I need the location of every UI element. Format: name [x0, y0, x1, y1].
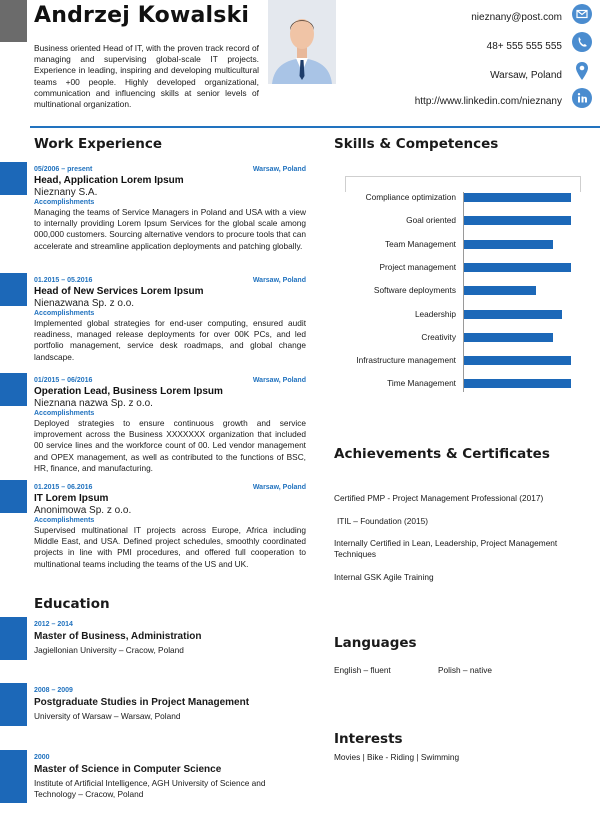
- language-item: Polish – native: [438, 665, 492, 675]
- skill-track: [464, 286, 571, 295]
- education-institution: Jagiellonian University – Cracow, Poland: [34, 645, 184, 655]
- contact-email[interactable]: nieznany@post.com: [471, 12, 562, 23]
- education-date: 2008 – 2009: [34, 687, 73, 694]
- skill-row: [345, 309, 581, 321]
- skill-label: Time Management: [387, 378, 456, 389]
- email-icon: [572, 4, 592, 24]
- skill-label: Team Management: [384, 238, 456, 249]
- chart-frame: [345, 176, 581, 192]
- job-entry: [34, 484, 306, 570]
- education-marker: [0, 683, 27, 726]
- skill-track: [464, 240, 571, 249]
- job-date: 01.2015 – 06.2016: [34, 484, 93, 491]
- skill-track: [464, 310, 571, 319]
- skill-row: [345, 215, 581, 227]
- skill-label: Leadership: [414, 308, 456, 319]
- job-description: Implemented global strategies for end-user computing, ensured audit readiness, managed release deployments for over 00K PCs, and led portfolio management, service desk roadmaps, and global change landscape.: [34, 318, 306, 362]
- achievement-item: Internally Certified in Lean, Leadership, Project Management Techniques: [334, 538, 558, 559]
- skill-label: Creativity: [421, 331, 456, 342]
- education-institution: University of Warsaw – Warsaw, Poland: [34, 711, 181, 721]
- skill-bar: [464, 263, 571, 272]
- section-title-skills: Skills & Competences: [334, 136, 499, 152]
- skill-bar: [464, 333, 553, 342]
- job-description: Supervised multinational IT projects across Europe, Africa including Middle East, and USA. Defined project schedules, smoothly coordinated projects in line with PMI procedures, and offered full cooperation to multinational teams including the teams of the US and UK.: [34, 525, 306, 569]
- education-marker: [0, 617, 27, 660]
- job-date: 05/2006 – present: [34, 166, 93, 173]
- contact-location: Warsaw, Poland: [490, 70, 562, 81]
- language-item: English – fluent: [334, 665, 391, 675]
- job-company: Nieznany S.A.: [34, 187, 98, 198]
- accomplishments-label: Accomplishments: [34, 410, 95, 417]
- section-title-education: Education: [34, 596, 110, 612]
- skill-label: Goal oriented: [406, 215, 456, 226]
- job-location: Warsaw, Poland: [252, 277, 306, 284]
- skill-row: [345, 355, 581, 367]
- achievement-item: Internal GSK Agile Training: [334, 572, 434, 582]
- education-date: 2012 – 2014: [34, 621, 73, 628]
- job-description: Deployed strategies to ensure continuous growth and service improvement across the Business XXXXXXX organization that included 00 service lines and the workforce count of 00. Led vendor management and OPEX management, as well as contributed to the functions of BSC, HR, finance, and manufacturing.: [34, 418, 306, 473]
- job-date: 01/2015 – 06/2016: [34, 377, 93, 384]
- job-entry: [34, 166, 306, 252]
- skill-bar: [464, 240, 553, 249]
- job-entry: [34, 377, 306, 474]
- skill-row: [345, 239, 581, 251]
- profile-photo: [268, 0, 336, 84]
- skill-label: Project management: [379, 261, 456, 272]
- skill-row: [345, 285, 581, 297]
- skill-label: Infrastructure management: [356, 355, 456, 366]
- job-description: Managing the teams of Service Managers in Poland and USA with a view to internally providing Lorem Ipsum Services for the global scale among 000,000 customers. Sourcing alternative vendors to procure tools that can accelerate and streamline application deployments and patching globally.: [34, 207, 306, 251]
- job-marker: [0, 273, 27, 306]
- skill-bar: [464, 193, 571, 202]
- job-location: Warsaw, Poland: [252, 377, 306, 384]
- education-entry: [34, 754, 306, 800]
- job-location: Warsaw, Poland: [252, 484, 306, 491]
- achievement-item: Certified PMP - Project Management Professional (2017): [334, 493, 544, 503]
- education-institution: Institute of Artificial Intelligence, AGH University of Science and Technology – Cracow, Poland: [34, 778, 266, 799]
- education-marker: [0, 750, 27, 803]
- skill-bar: [464, 379, 571, 388]
- job-title: Operation Lead, Business Lorem Ipsum: [34, 386, 223, 397]
- skill-label: Compliance optimization: [365, 192, 456, 202]
- job-location: Warsaw, Poland: [252, 166, 306, 173]
- job-marker: [0, 480, 27, 513]
- education-date: 2000: [34, 754, 50, 761]
- education-degree: Master of Science in Computer Science: [34, 764, 222, 775]
- job-entry: [34, 277, 306, 363]
- skill-bar: [464, 310, 562, 319]
- skill-track: [464, 333, 571, 342]
- job-title: Head, Application Lorem Ipsum: [34, 175, 184, 186]
- skill-bar: [464, 356, 571, 365]
- accomplishments-label: Accomplishments: [34, 199, 95, 206]
- job-title: Head of New Services Lorem Ipsum: [34, 286, 204, 297]
- achievement-item: ITIL – Foundation (2015): [337, 516, 429, 526]
- skill-track: [464, 379, 571, 388]
- phone-icon: [572, 32, 592, 52]
- header-divider: [30, 126, 600, 128]
- skill-row: [345, 262, 581, 274]
- skill-row: [345, 192, 581, 204]
- accomplishments-label: Accomplishments: [34, 517, 95, 524]
- skill-track: [464, 193, 571, 202]
- education-entry: [34, 621, 306, 656]
- education-degree: Master of Business, Administration: [34, 631, 202, 642]
- job-company: Nieznana nazwa Sp. z o.o.: [34, 398, 153, 409]
- section-title-languages: Languages: [334, 635, 417, 651]
- linkedin-icon: [572, 88, 592, 108]
- profile-summary: Business oriented Head of IT, with the proven track record of managing and supervising global-scale IT projects. Experience in leading, inspiring and developing multicultural teams +00 people. Highly developed organizational, communication and influencing skills at senior levels of multinational organization.: [34, 43, 259, 110]
- skill-label: Software deployments: [373, 285, 456, 296]
- contact-linkedin[interactable]: http://www.linkedin.com/nieznany: [414, 96, 562, 107]
- skill-track: [464, 263, 571, 272]
- job-company: Nienazwana Sp. z o.o.: [34, 298, 135, 309]
- skill-row: [345, 378, 581, 390]
- skill-bar: [464, 216, 571, 225]
- location-pin-icon: [572, 61, 592, 81]
- header-accent-bar: [0, 0, 27, 42]
- job-date: 01.2015 – 05.2016: [34, 277, 93, 284]
- contact-phone[interactable]: 48+ 555 555 555: [486, 41, 562, 52]
- education-degree: Postgraduate Studies in Project Management: [34, 697, 250, 708]
- accomplishments-label: Accomplishments: [34, 310, 95, 317]
- job-title: IT Lorem Ipsum: [34, 493, 109, 504]
- job-company: Anonimowa Sp. z o.o.: [34, 505, 132, 516]
- candidate-name: Andrzej Kowalski: [34, 3, 250, 28]
- skill-row: [345, 332, 581, 344]
- job-marker: [0, 162, 27, 195]
- job-marker: [0, 373, 27, 406]
- section-title-achievements: Achievements & Certificates: [334, 446, 550, 462]
- interests-list: Movies | Bike - Riding | Swimming: [334, 752, 460, 762]
- skill-track: [464, 216, 571, 225]
- skill-bar: [464, 286, 536, 295]
- education-entry: [34, 687, 306, 722]
- skill-track: [464, 356, 571, 365]
- section-title-interests: Interests: [334, 731, 403, 747]
- skills-chart: [345, 176, 581, 394]
- section-title-work: Work Experience: [34, 136, 162, 152]
